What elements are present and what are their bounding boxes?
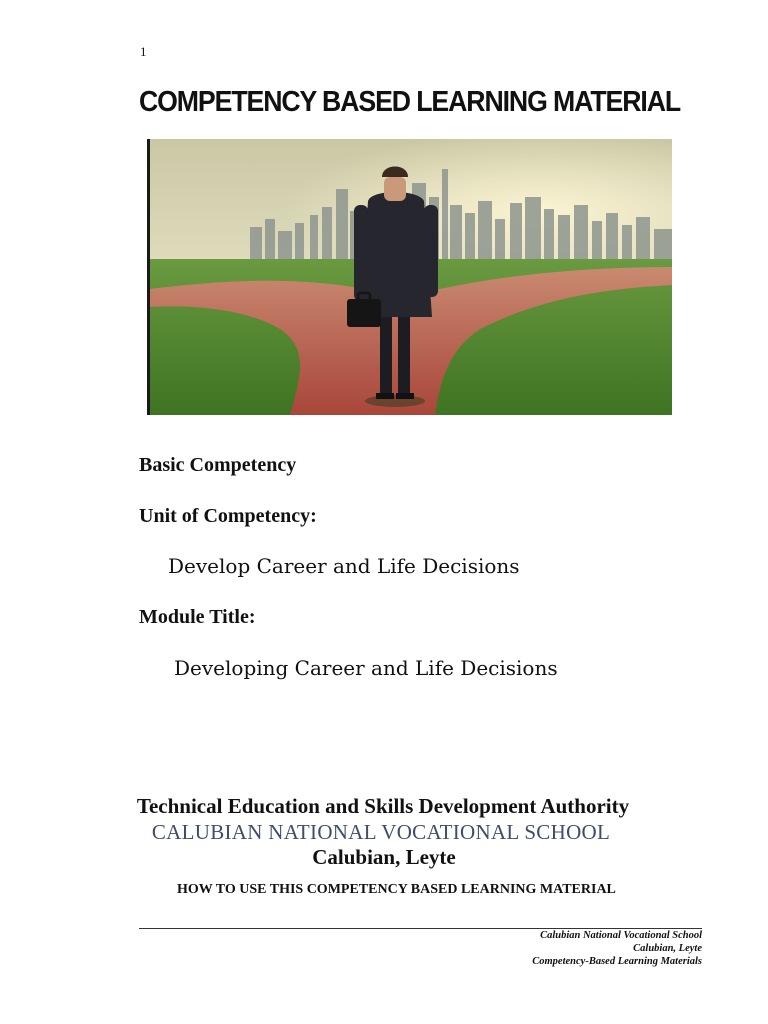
businessman-crossroads-photo	[150, 139, 672, 415]
module-title-value: Developing Career and Life Decisions	[174, 656, 558, 680]
document-title: COMPETENCY BASED LEARNING MATERIAL	[139, 86, 681, 118]
school-name: CALUBIAN NATIONAL VOCATIONAL SCHOOL	[151, 820, 611, 844]
page-number: 1	[140, 44, 147, 59]
module-title-label: Module Title:	[139, 606, 256, 628]
how-to-use-heading: HOW TO USE THIS COMPETENCY BASED LEARNING MATERIAL	[177, 882, 616, 897]
footer-location: Calubian, Leyte	[633, 943, 702, 954]
unit-of-competency-label: Unit of Competency:	[139, 505, 317, 527]
competency-type: Basic Competency	[139, 454, 297, 476]
school-location: Calubian, Leyte	[312, 845, 456, 869]
unit-of-competency-value: Develop Career and Life Decisions	[168, 554, 520, 578]
footer-school: Calubian National Vocational School	[540, 930, 702, 941]
authority-name: Technical Education and Skills Development Authority	[136, 794, 630, 818]
page-footer	[532, 929, 702, 968]
cover-image	[147, 139, 672, 415]
footer-material: Competency-Based Learning Materials	[532, 956, 702, 967]
